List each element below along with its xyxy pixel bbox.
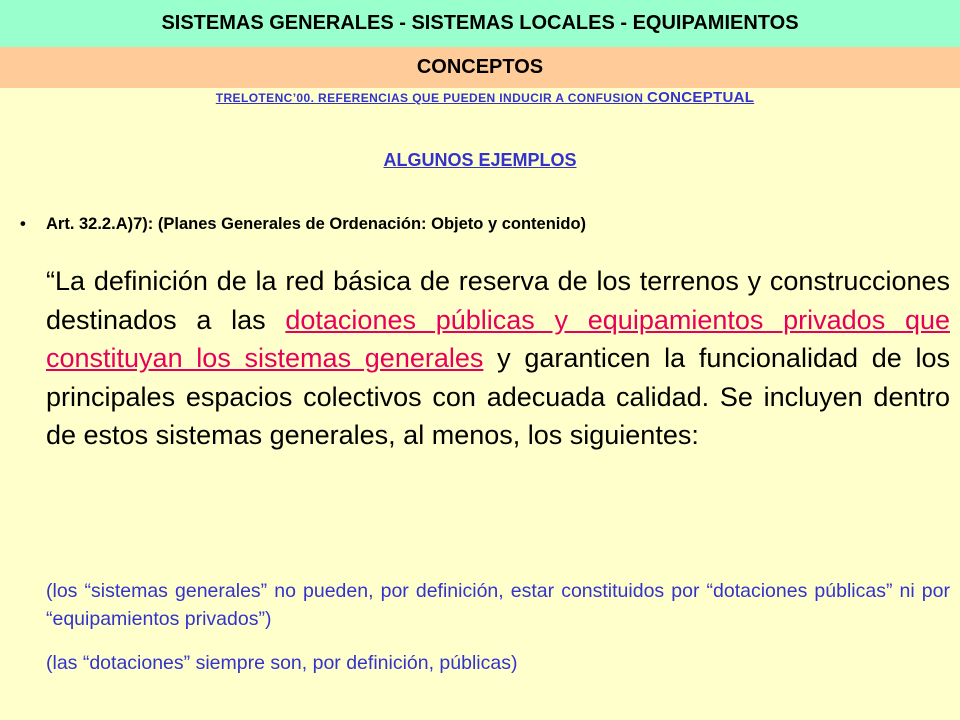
slide-title: SISTEMAS GENERALES - SISTEMAS LOCALES - EQUIPAMIENTOS <box>161 12 799 34</box>
article-bullet <box>20 215 940 234</box>
reference-text: TRELOTENC’00. REFERENCIAS QUE PUEDEN INDUCIR A CONFUSION <box>215 91 644 105</box>
title-bar <box>0 0 960 47</box>
examples-heading: ALGUNOS EJEMPLOS <box>383 150 577 170</box>
subtitle-bar <box>0 47 960 88</box>
article-reference: Art. 32.2.A)7): (Planes Generales de Ordenación: Objeto y contenido) <box>46 215 587 233</box>
quote-part-1: “La definición de la red básica de reserva de los terrenos y construcciones destinados a las <box>46 266 950 335</box>
reference-line <box>30 89 940 106</box>
bullet-icon: • <box>20 215 26 233</box>
quote-highlight: dotaciones públicas y equipamientos privados que constituyan los sistemas generales <box>46 304 950 373</box>
quote-part-2: y garanticen la funcionalidad de los principales espacios colectivos con adecuada calidad. Se incluyen dentro de estos sistemas generales, al menos, los siguientes: <box>46 343 950 450</box>
note-1: (los “sistemas generales” no pueden, por definición, estar constituidos por “dotaciones públicas” ni por “equipamientos privados”) <box>46 580 950 630</box>
note-2: (las “dotaciones” siempre son, por definición, públicas) <box>46 652 518 674</box>
quote-paragraph <box>46 262 950 455</box>
reference-text-large: CONCEPTUAL <box>647 89 755 106</box>
slide-subtitle: CONCEPTOS <box>416 56 544 78</box>
